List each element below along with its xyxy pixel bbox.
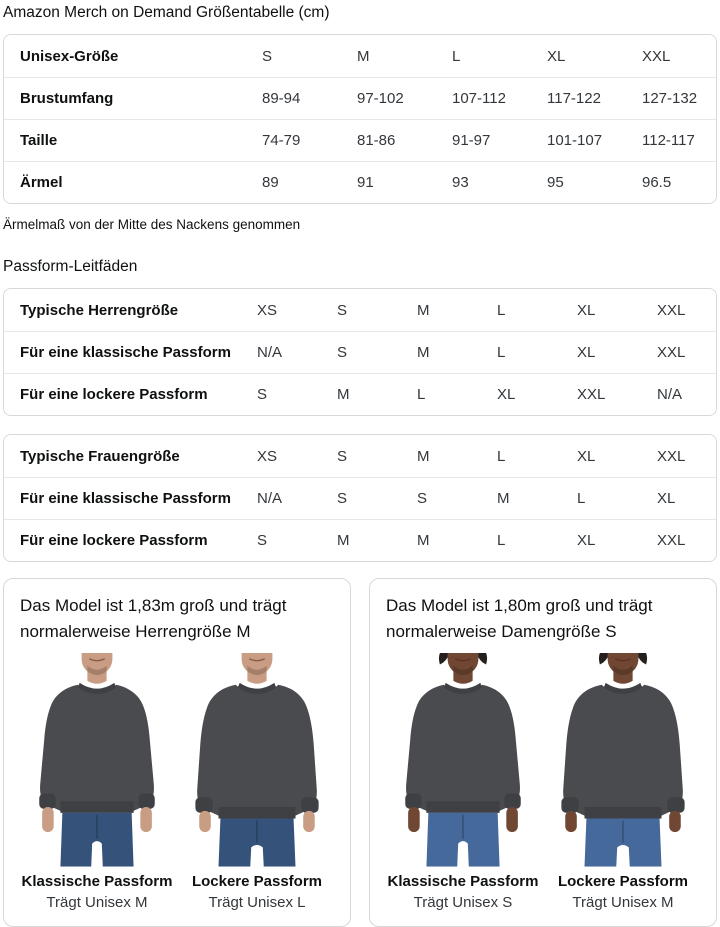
row-label: Für eine klassische Passform bbox=[20, 490, 231, 507]
cell-value: N/A bbox=[657, 386, 683, 403]
cell-value: XL bbox=[577, 344, 596, 361]
mens-model-card bbox=[3, 578, 351, 927]
table-row bbox=[4, 477, 716, 519]
cell-value: 127-132 bbox=[642, 90, 698, 107]
row-label: Typische Herrengröße bbox=[20, 301, 179, 319]
mens-fit-table bbox=[3, 288, 717, 416]
cell-value: L bbox=[577, 490, 586, 507]
cell-value: S bbox=[417, 490, 428, 507]
row-label: Brustumfang bbox=[20, 90, 114, 107]
cell-value: M bbox=[337, 386, 350, 403]
cell-value: S bbox=[257, 386, 268, 403]
cell-value: 93 bbox=[452, 174, 469, 191]
size-column-header: L bbox=[497, 447, 506, 465]
cell-value: M bbox=[417, 532, 430, 549]
fit-label: Lockere Passform bbox=[557, 872, 689, 890]
cell-value: 107-112 bbox=[452, 90, 506, 107]
row-label: Für eine lockere Passform bbox=[20, 386, 208, 403]
cell-value: 91-97 bbox=[452, 132, 491, 149]
size-column-header: L bbox=[497, 301, 506, 319]
size-label: Trägt Unisex M bbox=[572, 893, 674, 911]
size-column-header: XXL bbox=[642, 47, 671, 65]
row-label: Für eine lockere Passform bbox=[20, 532, 208, 549]
size-label: Trägt Unisex L bbox=[208, 893, 306, 911]
cell-value: S bbox=[337, 490, 348, 507]
size-column-header: S bbox=[262, 47, 273, 65]
row-label: Unisex-Größe bbox=[20, 47, 119, 65]
page-title: Amazon Merch on Demand Größentabelle (cm) bbox=[3, 4, 330, 21]
size-column-header: XL bbox=[577, 447, 596, 465]
model-photo-loose bbox=[180, 653, 334, 914]
row-label: Taille bbox=[20, 132, 58, 149]
cell-value: 81-86 bbox=[357, 132, 396, 149]
size-column-header: XS bbox=[257, 301, 278, 319]
cell-value: XL bbox=[657, 490, 676, 507]
fit-label: Klassische Passform bbox=[387, 872, 539, 890]
cell-value: M bbox=[417, 344, 430, 361]
size-label: Trägt Unisex M bbox=[46, 893, 148, 911]
table-header-row bbox=[4, 289, 716, 331]
size-column-header: L bbox=[452, 47, 461, 65]
cell-value: 74-79 bbox=[262, 132, 301, 149]
table-row bbox=[4, 373, 716, 415]
cell-value: XL bbox=[577, 532, 596, 549]
cell-value: 112-117 bbox=[642, 132, 695, 149]
fit-label: Lockere Passform bbox=[191, 872, 323, 890]
cell-value: 95 bbox=[547, 174, 564, 191]
cell-value: L bbox=[497, 344, 506, 361]
womens-fit-table bbox=[3, 434, 717, 562]
cell-value: XXL bbox=[577, 386, 606, 403]
table-header-row bbox=[4, 435, 716, 477]
unisex-size-table bbox=[3, 34, 717, 204]
model-photo-classic bbox=[386, 653, 540, 914]
model-description: Das Model ist 1,80m groß und trägt normalerweise Damengröße S bbox=[386, 596, 653, 641]
model-photo-loose bbox=[546, 653, 700, 914]
size-column-header: XXL bbox=[657, 447, 686, 465]
cell-value: S bbox=[257, 532, 268, 549]
cell-value: XXL bbox=[657, 344, 686, 361]
cell-value: XXL bbox=[657, 532, 686, 549]
cell-value: M bbox=[497, 490, 510, 507]
cell-value: 101-107 bbox=[547, 132, 603, 149]
womens-classic-fit-photo bbox=[386, 653, 540, 867]
model-photo-classic bbox=[20, 653, 174, 914]
fit-label: Klassische Passform bbox=[21, 872, 173, 890]
model-cards bbox=[3, 578, 717, 927]
size-column-header: XL bbox=[547, 47, 566, 65]
table-row bbox=[4, 119, 716, 161]
cell-value: N/A bbox=[257, 344, 283, 361]
row-label: Für eine klassische Passform bbox=[20, 344, 231, 361]
cell-value: 89 bbox=[262, 174, 279, 191]
cell-value: 89-94 bbox=[262, 90, 301, 107]
cell-value: XL bbox=[497, 386, 516, 403]
table-header-row bbox=[4, 35, 716, 77]
cell-value: L bbox=[417, 386, 426, 403]
womens-model-card bbox=[369, 578, 717, 927]
table-row bbox=[4, 77, 716, 119]
cell-value: L bbox=[497, 532, 506, 549]
womens-loose-fit-photo bbox=[546, 653, 700, 867]
table-row bbox=[4, 161, 716, 203]
cell-value: 97-102 bbox=[357, 90, 404, 107]
fit-guides-title: Passform-Leitfäden bbox=[3, 258, 138, 275]
cell-value: N/A bbox=[257, 490, 283, 507]
mens-classic-fit-photo bbox=[20, 653, 174, 867]
model-description: Das Model ist 1,83m groß und trägt normalerweise Herrengröße M bbox=[20, 596, 287, 641]
size-column-header: M bbox=[357, 47, 370, 65]
cell-value: 91 bbox=[357, 174, 374, 191]
cell-value: M bbox=[337, 532, 350, 549]
size-column-header: M bbox=[417, 447, 430, 465]
cell-value: 117-122 bbox=[547, 90, 601, 107]
size-column-header: M bbox=[417, 301, 430, 319]
size-column-header: XXL bbox=[657, 301, 686, 319]
cell-value: 96.5 bbox=[642, 174, 672, 191]
size-column-header: S bbox=[337, 447, 348, 465]
table-row bbox=[4, 519, 716, 561]
cell-value: S bbox=[337, 344, 348, 361]
table-row bbox=[4, 331, 716, 373]
size-column-header: XS bbox=[257, 447, 278, 465]
mens-loose-fit-photo bbox=[180, 653, 334, 867]
size-column-header: XL bbox=[577, 301, 596, 319]
row-label: Typische Frauengröße bbox=[20, 447, 180, 465]
size-label: Trägt Unisex S bbox=[413, 893, 513, 911]
size-column-header: S bbox=[337, 301, 348, 319]
sleeve-note: Ärmelmaß von der Mitte des Nackens genommen bbox=[3, 217, 301, 232]
row-label: Ärmel bbox=[20, 174, 63, 191]
